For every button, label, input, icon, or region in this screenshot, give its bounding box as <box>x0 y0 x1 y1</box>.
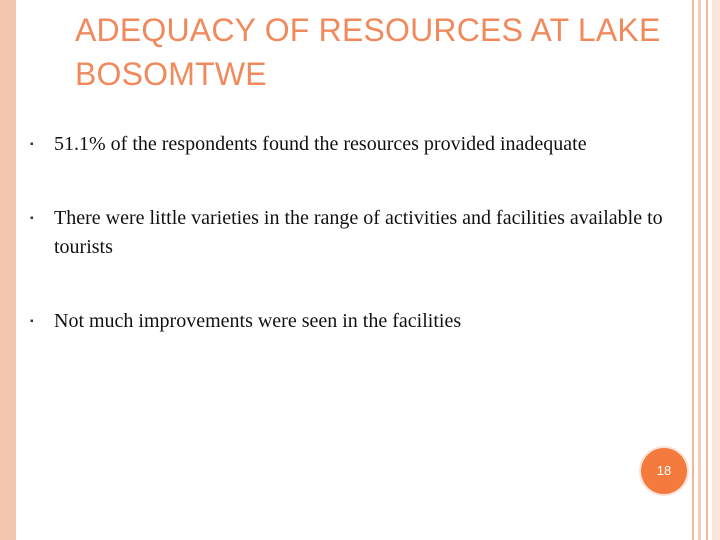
bullet-list <box>30 130 680 336</box>
bullet-icon: ▪ <box>30 316 34 327</box>
slide-title: ADEQUACY OF RESOURCES AT LAKE BOSOMTWE <box>75 12 661 92</box>
page-number-badge: 18 <box>641 448 687 494</box>
right-decorative-rail <box>706 0 708 540</box>
bullet-item <box>30 130 680 159</box>
bullet-item <box>30 204 680 262</box>
bullet-text: There were little varieties in the range of activities and facilities available to tourists <box>54 207 663 258</box>
right-decorative-rail <box>698 0 701 540</box>
left-decorative-border <box>0 0 16 540</box>
bullet-icon: ▪ <box>30 213 34 224</box>
bullet-text: 51.1% of the respondents found the resources provided inadequate <box>54 133 587 155</box>
bullet-item <box>30 307 680 336</box>
right-decorative-rail <box>692 0 694 540</box>
bullet-text: Not much improvements were seen in the facilities <box>54 310 462 332</box>
right-decorative-rail <box>712 0 720 540</box>
bullet-icon: ▪ <box>30 139 34 150</box>
